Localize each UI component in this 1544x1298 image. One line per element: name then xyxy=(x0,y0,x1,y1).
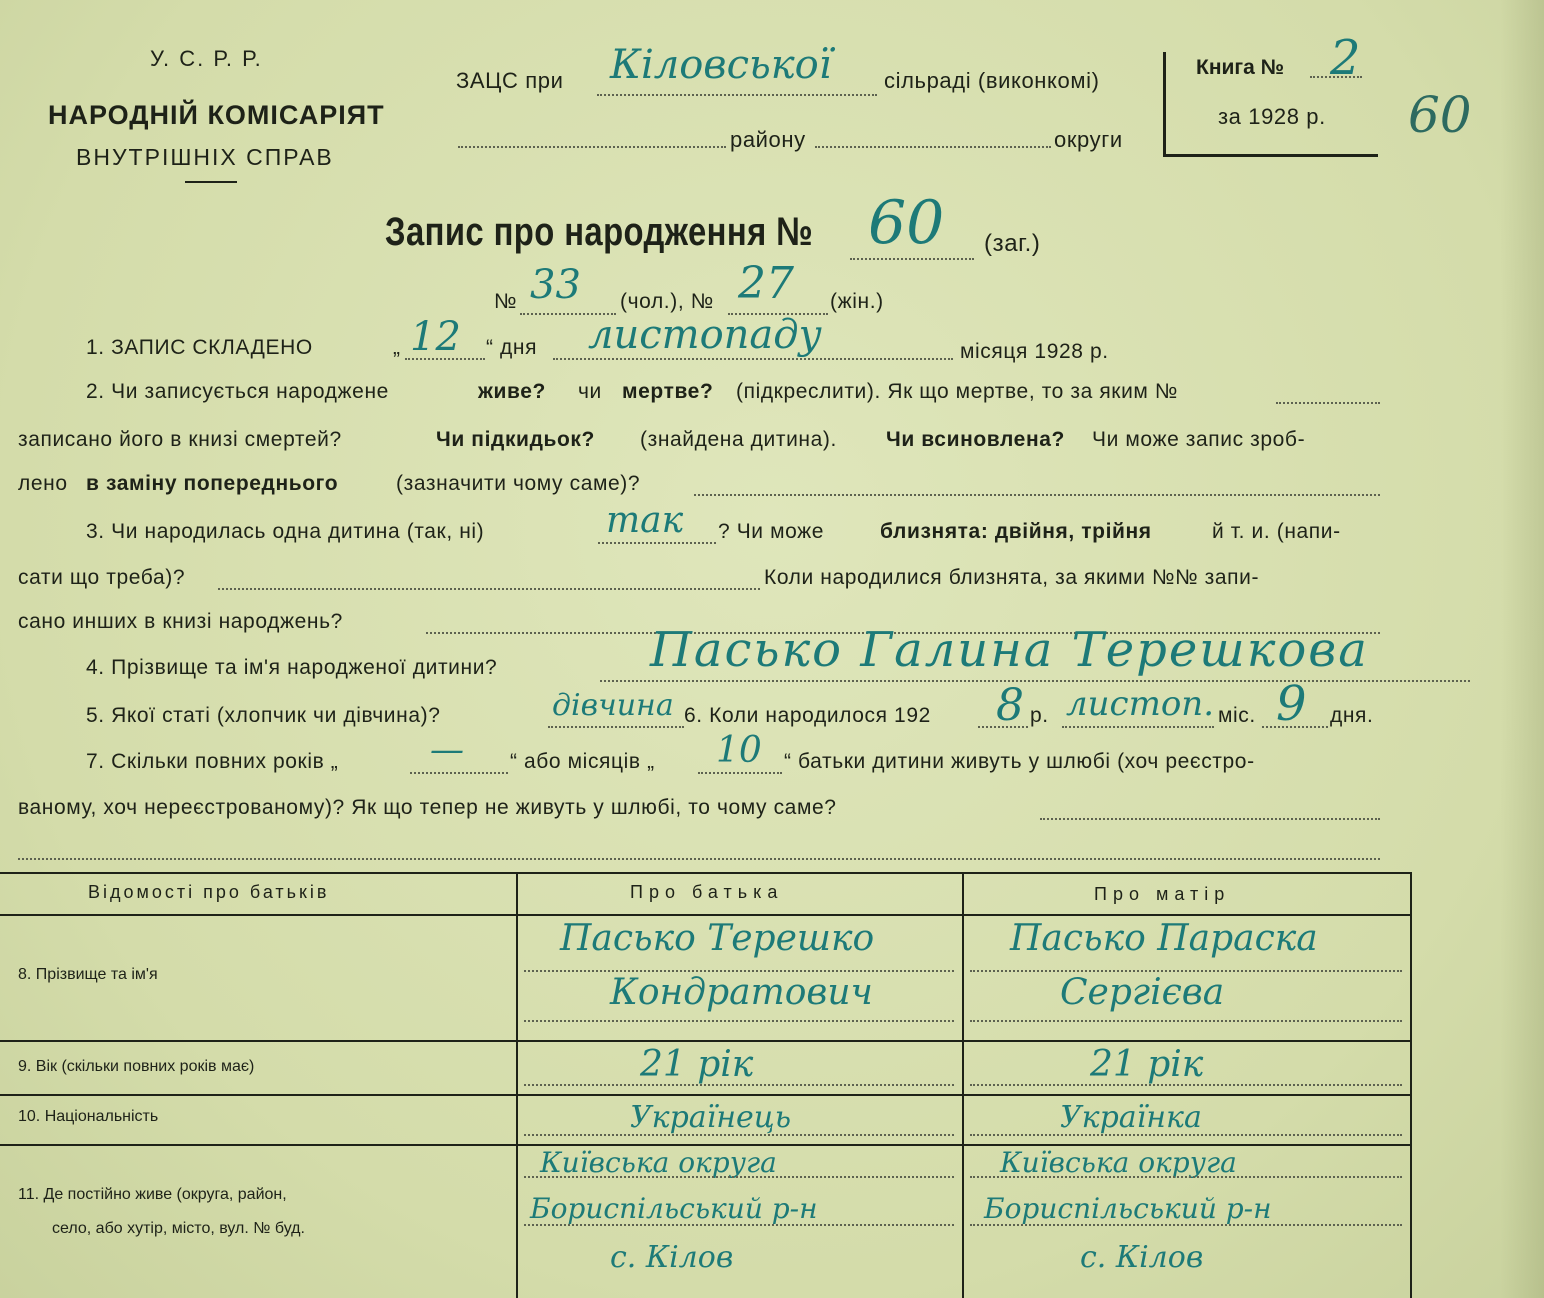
q3-twins: близнята: двійня, трійня xyxy=(880,520,1152,543)
region-line xyxy=(815,146,1051,148)
ministry-label: ВНУТРІШНІХ СПРАВ xyxy=(76,144,334,170)
q6-year-suffix: р. xyxy=(1030,704,1049,727)
mother-age: 21 рік xyxy=(1090,1044,1204,1085)
q1-prefix: 1. ЗАПИС СКЛАДЕНО xyxy=(86,336,313,359)
q3-line2-b: Коли народилися близнята, за якими №№ запи- xyxy=(764,566,1260,589)
district-line xyxy=(458,146,726,148)
q3-line1-a: 3. Чи народилась одна дитина (так, ні) xyxy=(86,520,485,543)
father-nationality: Українець xyxy=(630,1100,792,1135)
zags-prefix: ЗАЦС при xyxy=(456,68,564,93)
father-address-1: Київська округа xyxy=(540,1146,777,1179)
q7-extra-line xyxy=(18,858,1380,860)
q3-answer: так xyxy=(606,500,684,541)
q2-replace: в заміну попереднього xyxy=(86,472,339,495)
q3-answer-line xyxy=(598,542,716,544)
q7-years-line xyxy=(410,772,508,774)
mother-address-2: Бориспільський р-н xyxy=(984,1192,1272,1225)
republic-label: У. С. Р. Р. xyxy=(150,46,263,71)
q2-line2-a: записано його в книзі смертей? xyxy=(18,428,342,451)
q1-day: 12 xyxy=(410,314,461,360)
row8-mother-line2 xyxy=(970,1020,1402,1022)
q2-dead: мертве? xyxy=(622,380,714,403)
male-label: (чол.), № xyxy=(620,290,714,313)
q2-reason-line xyxy=(694,494,1380,496)
q3-line3: сано инших в книзі народжень? xyxy=(18,610,343,633)
q1-month-line xyxy=(553,358,953,360)
corner-number: 60 xyxy=(1408,86,1472,144)
male-no-label: № xyxy=(494,290,518,313)
q5-answer-line xyxy=(548,726,684,728)
q6-day-label: дня. xyxy=(1330,704,1374,727)
father-name-1: Пасько Терешко xyxy=(560,918,875,959)
table-right-line xyxy=(1410,872,1412,1298)
table-header-info: Відомості про батьків xyxy=(88,882,330,902)
q4-answer-line xyxy=(600,680,1470,682)
village-suffix: сільраді (виконкомі) xyxy=(884,68,1100,93)
q3-line2-a: сати що треба)? xyxy=(18,566,186,589)
q3-line1-c: й т. и. (напи- xyxy=(1212,520,1341,543)
row11-father-line2 xyxy=(524,1224,954,1226)
district-label: району xyxy=(730,127,806,152)
mother-name-1: Пасько Параска xyxy=(1010,918,1318,959)
header-divider xyxy=(185,181,237,183)
commissariat-label: НАРОДНІЙ КОМІСАРІЯТ xyxy=(48,100,385,130)
q1-day-label: “ дня xyxy=(486,336,538,359)
father-age: 21 рік xyxy=(640,1044,754,1085)
male-number: 33 xyxy=(530,262,581,308)
q2-found: Чи підкидьок? xyxy=(436,428,595,451)
record-number-line xyxy=(850,258,974,260)
q5-label: 5. Якої статі (хлопчик чи дівчина)? xyxy=(86,704,441,727)
q7-line1-a: 7. Скільки повних років „ xyxy=(86,750,339,773)
region-label: округи xyxy=(1054,127,1123,152)
q2-line3-a: лено xyxy=(18,472,68,495)
q7-line2: ваному, хоч нереєстрованому)? Як що тепер не живуть у шлюбі, то чому саме? xyxy=(18,796,837,819)
record-title: Запис про народження № xyxy=(385,210,814,254)
right-edge-shadow xyxy=(1500,0,1544,1298)
female-number: 27 xyxy=(738,258,794,309)
row9-label: 9. Вік (скільки повних років має) xyxy=(18,1058,255,1075)
child-name: Пасько Галина Терешкова xyxy=(650,622,1369,678)
row8-father-line2 xyxy=(524,1020,954,1022)
row8-label: 8. Прізвище та ім'я xyxy=(18,966,158,983)
mother-name-2: Сергієва xyxy=(1060,972,1225,1013)
q5-answer: дівчина xyxy=(552,688,674,723)
father-address-3: с. Кілов xyxy=(610,1240,734,1275)
q2-line3-b: (зазначити чому саме)? xyxy=(396,472,641,495)
q2-line1-b: (підкреслити). Як що мертве, то за яким № xyxy=(736,380,1179,403)
row11-mother-line2 xyxy=(970,1224,1402,1226)
table-row8-line xyxy=(0,1040,1412,1042)
q3-line1-b: ? Чи може xyxy=(718,520,825,543)
book-number: 2 xyxy=(1330,30,1361,86)
table-col1-line xyxy=(516,872,518,1298)
q1-suffix: місяця 1928 р. xyxy=(960,340,1109,363)
table-header-mother: Про матір xyxy=(1094,884,1231,904)
mother-nationality: Українка xyxy=(1060,1100,1202,1135)
q2-line2-c: Чи може запис зроб- xyxy=(1092,428,1306,451)
row11-label-2: село, або хутір, місто, вул. № буд. xyxy=(52,1220,305,1237)
q4-label: 4. Прізвище та ім'я народженої дитини? xyxy=(86,656,498,679)
q3-twins-line xyxy=(218,588,760,590)
q2-adopted: Чи всиновлена? xyxy=(886,428,1065,451)
village-handwritten: Кіловської xyxy=(610,42,832,88)
record-number: 60 xyxy=(868,188,945,258)
q6-month-label: міс. xyxy=(1218,704,1256,727)
q6-month-line xyxy=(1062,726,1214,728)
q7-months: 10 xyxy=(716,730,762,771)
q7-years: — xyxy=(430,730,464,770)
q7-reason-line xyxy=(1040,818,1380,820)
row10-label: 10. Національність xyxy=(18,1108,159,1125)
q7-line1-b: “ або місяців „ xyxy=(510,750,655,773)
table-header-line xyxy=(0,914,1412,916)
row11-father-line1 xyxy=(524,1176,954,1178)
q6-month: листоп. xyxy=(1066,684,1215,724)
q1-month: листопаду xyxy=(588,312,822,358)
village-line xyxy=(597,94,877,96)
father-name-2: Кондратович xyxy=(610,972,873,1013)
row11-label-1: 11. Де постійно живе (округа, район, xyxy=(18,1186,287,1203)
q6-day: 9 xyxy=(1276,676,1307,732)
q2-line1-a: 2. Чи записується народжене xyxy=(86,380,389,403)
q2-line2-b: (знайдена дитина). xyxy=(640,428,837,451)
table-header-father: Про батька xyxy=(630,882,784,902)
mother-address-1: Київська округа xyxy=(1000,1146,1237,1179)
table-row9-line xyxy=(0,1094,1412,1096)
book-label: Книга № xyxy=(1196,56,1285,79)
book-box-bottom xyxy=(1163,154,1378,157)
female-label: (жін.) xyxy=(830,290,884,313)
q7-months-line xyxy=(698,772,782,774)
book-box-left xyxy=(1163,52,1166,156)
row11-mother-line1 xyxy=(970,1176,1402,1178)
table-top-line xyxy=(0,872,1412,874)
q7-line1-c: “ батьки дитини живуть у шлюбі (хоч реєстро- xyxy=(784,750,1255,773)
record-suffix: (заг.) xyxy=(984,230,1041,257)
mother-address-3: с. Кілов xyxy=(1080,1240,1204,1275)
q6-year-digit: 8 xyxy=(996,680,1024,731)
q2-death-no-line xyxy=(1276,402,1380,404)
book-year: за 1928 р. xyxy=(1218,104,1326,129)
father-address-2: Бориспільський р-н xyxy=(530,1192,818,1225)
q2-or: чи xyxy=(578,380,602,403)
q2-alive: живе? xyxy=(478,380,546,403)
table-col2-line xyxy=(962,872,964,1298)
q6-label: 6. Коли народилося 192 xyxy=(684,704,931,727)
q1-day-open: „ xyxy=(393,336,401,359)
